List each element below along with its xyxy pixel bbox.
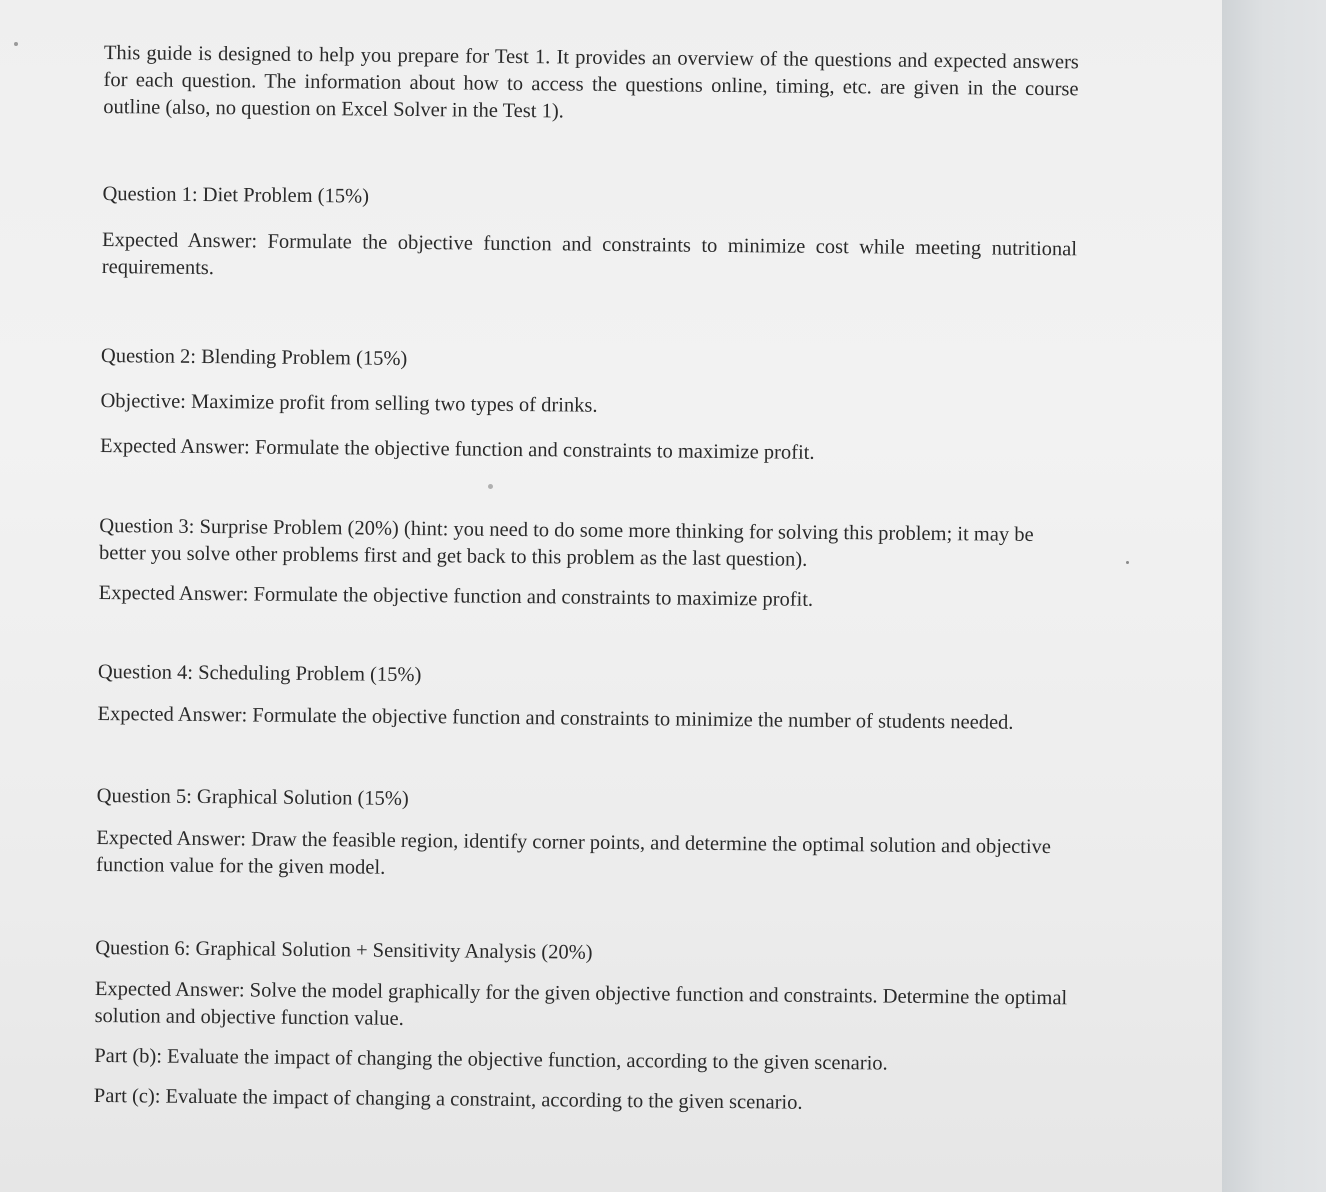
question-6-part-c: Part (c): Evaluate the impact of changing a constraint, according to the given scenario. — [93, 1084, 803, 1114]
question-3-section — [99, 513, 1075, 616]
question-4-expected-answer: Expected Answer: Formulate the objective function and constraints to minimize the number of students needed. — [97, 702, 1014, 734]
question-2-expected-answer: Expected Answer: Formulate the objective function and constraints to maximize profit. — [99, 434, 815, 464]
question-5-title: Question 5: Graphical Solution (15%) — [96, 784, 409, 810]
question-6-expected-answer: Expected Answer: Solve the model graphically for the given objective function and constraints. Determine the optimal solution and objective function value. — [94, 977, 1068, 1030]
question-3-title: Question 3: Surprise Problem (20%) (hint: you need to do some more thinking for solving this problem; it may be better you solve other problems first and get back to this problem as the last question). — [98, 514, 1034, 571]
speck-mark — [488, 484, 493, 489]
speck-mark — [1126, 561, 1129, 564]
question-2-title: Question 2: Blending Problem (15%) — [100, 344, 408, 370]
speck-mark — [14, 42, 18, 46]
question-2-section — [100, 343, 1076, 469]
question-1-section — [102, 181, 1078, 290]
question-5-expected-answer: Expected Answer: Draw the feasible region, identify corner points, and determine the optimal solution and objective function value for the given model. — [95, 826, 1052, 879]
question-6-title: Question 6: Graphical Solution + Sensitivity Analysis (20%) — [95, 936, 593, 964]
document-body — [94, 40, 1079, 1119]
question-3-expected-answer: Expected Answer: Formulate the objective function and constraints to maximize profit. — [98, 581, 814, 611]
question-6-section — [94, 935, 1071, 1119]
page-edge-background — [1222, 0, 1326, 1192]
question-4-section — [97, 659, 1073, 737]
question-1-title: Question 1: Diet Problem (15%) — [102, 182, 370, 208]
question-4-title: Question 4: Scheduling Problem (15%) — [97, 660, 422, 687]
intro-paragraph: This guide is designed to help you prepare for Test 1. It provides an overview of the questions and expected answers for each question. The information about how to access the questions online, timing, etc. are given in the course outline (also, no question on Excel Solver in the Test 1). — [103, 41, 1079, 123]
question-6-part-b: Part (b): Evaluate the impact of changing the objective function, according to the given scenario. — [94, 1044, 888, 1075]
question-1-expected-answer: Expected Answer: Formulate the objective function and constraints to minimize cost while meeting nutritional requirements. — [101, 228, 1078, 280]
question-5-section — [96, 783, 1072, 888]
question-2-objective: Objective: Maximize profit from selling two types of drinks. — [100, 389, 598, 417]
